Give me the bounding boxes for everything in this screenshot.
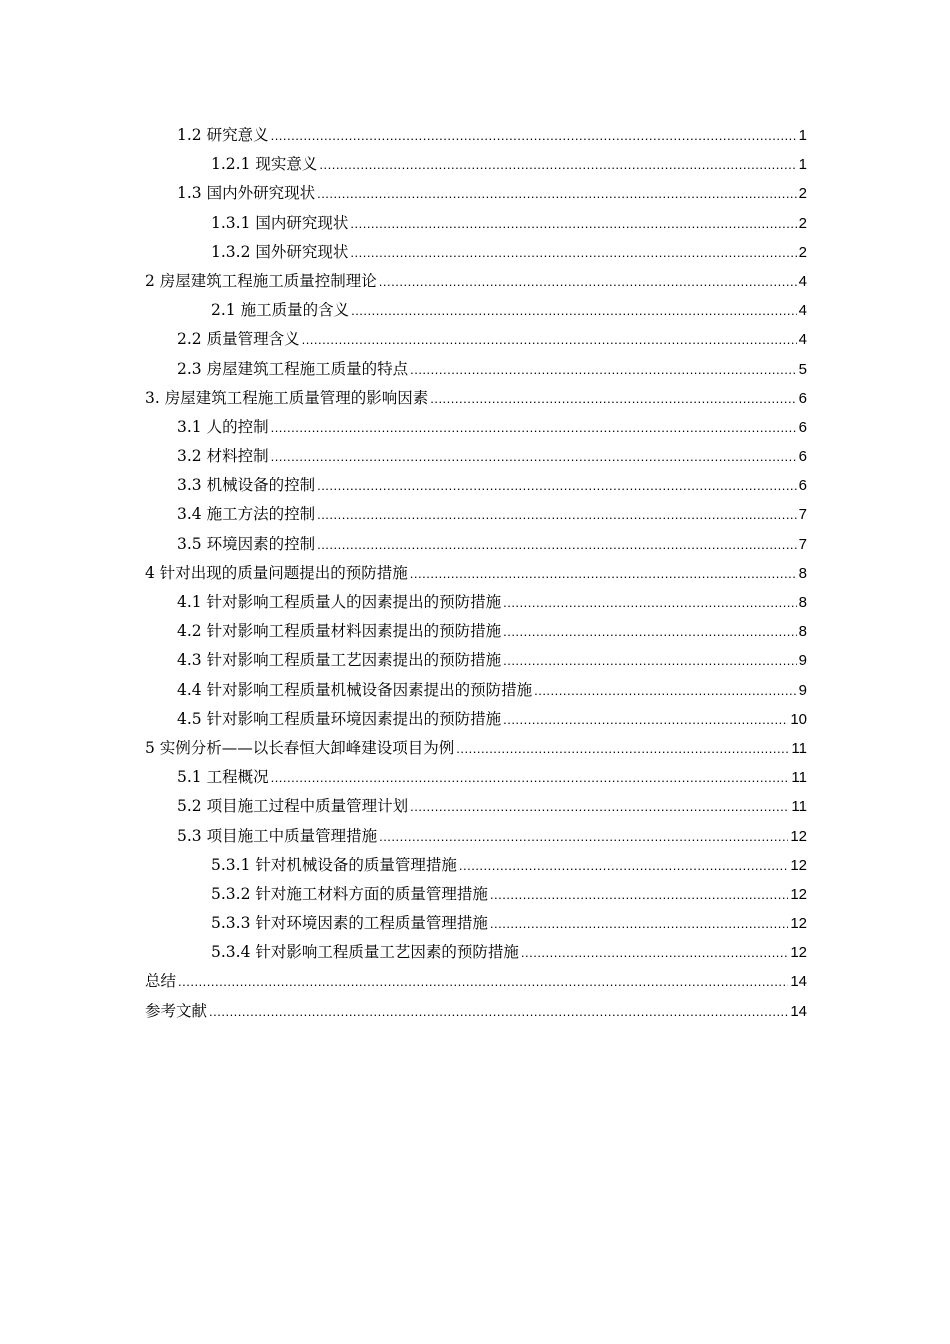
toc-entry-page-number: 9 [798, 681, 807, 699]
toc-entry-page-number: 6 [798, 389, 807, 407]
toc-entry-title: 4.5 针对影响工程质量环境因素提出的预防措施 [177, 709, 502, 728]
dot-leader [302, 325, 797, 354]
dot-leader [410, 559, 797, 588]
toc-entry-title: 2.1 施工质量的含义 [211, 301, 350, 320]
toc-entry-page-number: 12 [790, 827, 807, 845]
toc-entry-page-number: 6 [798, 448, 807, 466]
dot-leader [503, 588, 797, 617]
toc-entry-title: 1.3 国内外研究现状 [177, 184, 316, 203]
toc-entry-page-number: 7 [798, 506, 807, 524]
toc-entry[interactable] [145, 880, 807, 909]
toc-entry-title: 4.2 针对影响工程质量材料因素提出的预防措施 [177, 622, 502, 641]
dot-leader [503, 617, 797, 646]
dot-leader [410, 355, 797, 384]
toc-entry-title: 4.1 针对影响工程质量人的因素提出的预防措施 [177, 593, 502, 611]
toc-entry-page-number: 11 [791, 739, 807, 757]
toc-entry-page-number: 6 [798, 418, 807, 436]
dot-leader [456, 734, 789, 763]
toc-entry[interactable] [145, 267, 807, 296]
toc-entry[interactable] [145, 734, 807, 763]
toc-entry[interactable] [145, 500, 807, 529]
dot-leader [319, 150, 796, 179]
dot-leader [271, 442, 797, 471]
dot-leader [490, 909, 788, 938]
toc-entry[interactable] [145, 238, 807, 267]
dot-leader [410, 792, 789, 821]
toc-entry[interactable] [145, 822, 807, 851]
toc-entry[interactable] [145, 355, 807, 384]
toc-entry-title: 3.3 机械设备的控制 [177, 476, 316, 495]
toc-entry-page-number: 11 [791, 798, 807, 816]
toc-entry-page-number: 14 [790, 973, 807, 991]
toc-entry-title: 参考文献 [145, 1001, 208, 1020]
toc-entry-page-number: 4 [798, 302, 807, 320]
table-of-contents [145, 121, 807, 1026]
toc-entry[interactable] [145, 296, 807, 325]
toc-entry-title: 1.2.1 现实意义 [211, 155, 318, 174]
toc-entry-page-number: 4 [798, 272, 807, 290]
toc-entry-title: 3. 房屋建筑工程施工质量管理的影响因素 [145, 388, 429, 407]
dot-leader [317, 500, 797, 529]
toc-entry-title: 5 实例分析——以长春恒大卸峰建设项目为例 [145, 738, 455, 757]
dot-leader [379, 822, 788, 851]
toc-entry[interactable] [145, 617, 807, 646]
toc-entry[interactable] [145, 646, 807, 675]
toc-entry-title: 4.3 针对影响工程质量工艺因素提出的预防措施 [177, 651, 502, 670]
toc-entry-title: 5.3.1 针对机械设备的质量管理措施 [211, 855, 457, 874]
toc-entry-title: 2.3 房屋建筑工程施工质量的特点 [177, 359, 409, 378]
toc-entry[interactable] [145, 442, 807, 471]
dot-leader [350, 238, 796, 267]
toc-entry-title: 5.3 项目施工中质量管理措施 [177, 826, 378, 845]
toc-entry[interactable] [145, 909, 807, 938]
toc-entry-page-number: 11 [791, 769, 807, 787]
toc-entry-page-number: 6 [798, 477, 807, 495]
toc-entry[interactable] [145, 325, 807, 354]
toc-entry[interactable] [145, 851, 807, 880]
toc-entry-title: 4 针对出现的质量问题提出的预防措施 [145, 563, 408, 582]
toc-entry[interactable] [145, 705, 807, 734]
toc-entry-page-number: 1 [798, 127, 807, 144]
toc-entry-title: 5.1 工程概况 [177, 768, 269, 787]
toc-entry-page-number: 8 [798, 594, 807, 611]
toc-entry-title: 3.2 材料控制 [177, 447, 269, 466]
toc-entry[interactable] [145, 967, 807, 996]
toc-entry[interactable] [145, 588, 807, 617]
toc-entry[interactable] [145, 676, 807, 705]
toc-entry-title: 2 房屋建筑工程施工质量控制理论 [145, 271, 377, 290]
toc-entry-title: 1.3.2 国外研究现状 [211, 242, 349, 261]
toc-entry-title: 1.2 研究意义 [177, 126, 269, 144]
dot-leader [503, 705, 788, 734]
toc-entry[interactable] [145, 530, 807, 559]
toc-entry-page-number: 9 [798, 652, 807, 670]
toc-entry-title: 5.3.3 针对环境因素的工程质量管理措施 [211, 914, 488, 933]
toc-entry-page-number: 1 [798, 156, 807, 174]
toc-entry-title: 1.3.1 国内研究现状 [211, 213, 349, 232]
toc-entry-page-number: 5 [798, 360, 807, 378]
dot-leader [490, 880, 788, 909]
toc-entry-page-number: 14 [790, 1002, 807, 1020]
toc-entry-page-number: 8 [798, 623, 807, 641]
toc-entry[interactable] [145, 384, 807, 413]
dot-leader [521, 938, 788, 967]
dot-leader [317, 471, 797, 500]
toc-entry-page-number: 10 [790, 710, 807, 728]
toc-entry-title: 2.2 质量管理含义 [177, 330, 300, 349]
toc-entry-page-number: 12 [790, 885, 807, 903]
dot-leader [317, 179, 797, 208]
toc-entry[interactable] [145, 938, 807, 967]
toc-entry-page-number: 8 [798, 564, 807, 582]
toc-entry-title: 总结 [145, 972, 177, 991]
toc-entry-title: 4.4 针对影响工程质量机械设备因素提出的预防措施 [177, 680, 533, 699]
toc-entry-page-number: 2 [798, 214, 807, 232]
dot-leader [351, 296, 797, 325]
toc-entry-page-number: 12 [790, 856, 807, 874]
dot-leader [271, 413, 797, 442]
toc-entry[interactable] [145, 997, 807, 1026]
toc-entry-title: 5.3.4 针对影响工程质量工艺因素的预防措施 [211, 943, 519, 962]
dot-leader [534, 676, 797, 705]
toc-entry-page-number: 12 [790, 915, 807, 933]
dot-leader [271, 121, 797, 150]
toc-entry-page-number: 12 [790, 944, 807, 962]
dot-leader [459, 851, 788, 880]
toc-entry-page-number: 2 [798, 185, 807, 203]
dot-leader [430, 384, 796, 413]
dot-leader [271, 763, 790, 792]
toc-entry-page-number: 2 [798, 243, 807, 261]
toc-entry[interactable] [145, 763, 807, 792]
toc-entry[interactable] [145, 179, 807, 208]
dot-leader [178, 967, 788, 996]
toc-entry-page-number: 7 [798, 535, 807, 553]
dot-leader [209, 997, 788, 1026]
toc-entry[interactable] [145, 413, 807, 442]
toc-entry-title: 5.2 项目施工过程中质量管理计划 [177, 797, 409, 816]
toc-entry-page-number: 4 [798, 331, 807, 349]
toc-entry[interactable] [145, 559, 807, 588]
toc-entry-title: 5.3.2 针对施工材料方面的质量管理措施 [211, 884, 488, 903]
toc-entry[interactable] [145, 121, 807, 150]
toc-entry-title: 3.1 人的控制 [177, 417, 269, 436]
dot-leader [503, 646, 797, 675]
toc-entry-title: 3.5 环境因素的控制 [177, 534, 316, 553]
dot-leader [350, 209, 796, 238]
toc-entry-title: 3.4 施工方法的控制 [177, 505, 316, 524]
toc-entry[interactable] [145, 209, 807, 238]
dot-leader [317, 530, 797, 559]
dot-leader [379, 267, 797, 296]
toc-entry[interactable] [145, 792, 807, 821]
toc-entry[interactable] [145, 150, 807, 179]
toc-entry[interactable] [145, 471, 807, 500]
